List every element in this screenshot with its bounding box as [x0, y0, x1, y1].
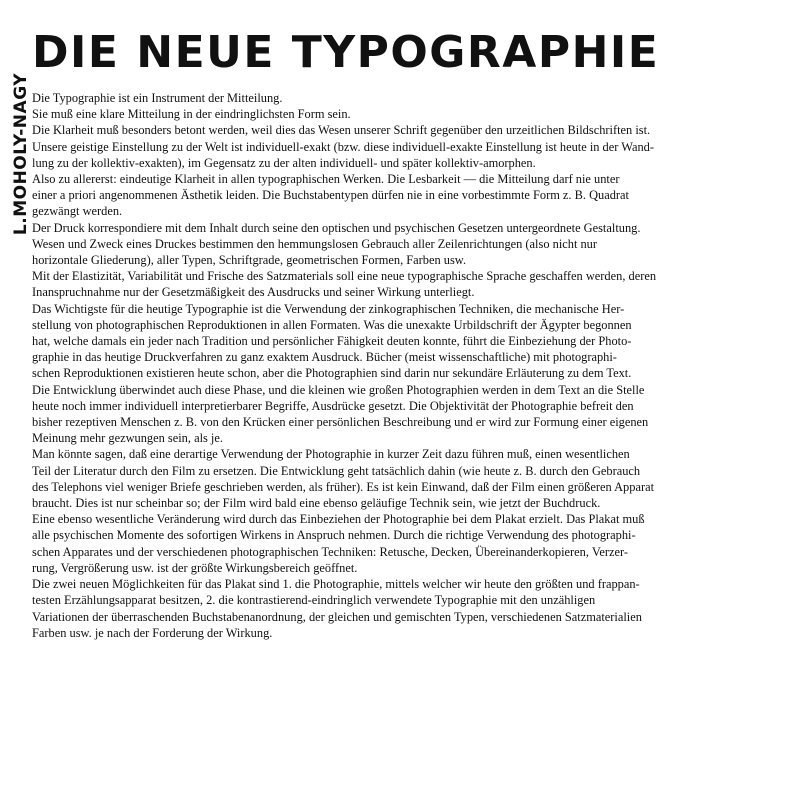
- text-line: Variationen der überraschenden Buchstabenanordnung, der gleichen und gemischten Typen, verschiedenen Satzmaterialien: [32, 609, 642, 624]
- text-line: einer a priori angenommenen Ästhetik leiden. Die Buchstabentypen dürfen nie in eine vorbestimmte Form z. B. Quadrat: [32, 188, 629, 203]
- text-line: Sie muß eine klare Mitteilung in der eindringlichsten Form sein.: [32, 107, 351, 122]
- text-line: horizontale Gliederung), aller Typen, Schriftgrade, geometrischen Formen, Farben usw.: [32, 253, 467, 268]
- text-line: Man könnte sagen, daß eine derartige Verwendung der Photographie in kurzer Zeit dazu führen muß, einen wesentlichen: [32, 447, 630, 462]
- text-line: Mit der Elastizität, Variabilität und Frische des Satzmaterials soll eine neue typographische Sprache geschaffen werden, deren: [32, 269, 657, 284]
- text-line: alle psychischen Momente des sofortigen Wirkens in Anspruch nehmen. Durch die richtige Verwendung des photographi-: [32, 528, 636, 543]
- text-line: Der Druck korrespondiere mit dem Inhalt durch seine den optischen und psychischen Gesetzen untergeordnete Gestaltung.: [32, 220, 641, 235]
- text-line: heute noch immer individuell interpretierbarer Begriffe, Ausdrücke gesetzt. Die Objektivität der Photographie befreit den: [32, 398, 634, 413]
- text-line: Teil der Literatur durch den Film zu ersetzen. Die Entwicklung geht tatsächlich dahin (wie heute z. B. durch den Gebrauch: [32, 463, 641, 478]
- text-line: stellung von photographischen Reproduktionen in allen Formaten. Was die unexakte Urbildschrift der Ägypter begonnen: [32, 317, 632, 332]
- text-line: Also zu allererst: eindeutige Klarheit in allen typographischen Werken. Die Lesbarkeit — die Mitteilung darf nie unter: [32, 172, 620, 187]
- text-line: braucht. Dies ist nur scheinbar so; der Film wird bald eine ebenso geläufige Technik sein, wie jetzt der Buchdruck.: [32, 496, 601, 511]
- text-line: Eine ebenso wesentliche Veränderung wird durch das Einbeziehen der Photographie bei dem Plakat erzielt. Das Plakat muß: [32, 512, 645, 527]
- text-line: Die Klarheit muß besonders betont werden, weil dies das Wesen unserer Schrift gegenüber den urzeitlichen Bildschriften ist.: [32, 123, 651, 138]
- text-line: Das Wichtigste für die heutige Typographie ist die Verwendung der zinkographischen Techniken, die mechanische Her-: [32, 301, 625, 316]
- text-line: Farben usw. je nach der Forderung der Wirkung.: [32, 625, 273, 640]
- text-line: schen Reproduktionen existieren heute schon, aber die Photographien sind darin nur sekundäre Erläuterung zu dem Text.: [32, 366, 632, 381]
- text-line: graphie in das heutige Druckverfahren zu ganz exaktem Ausdruck. Bücher (meist wissenschaftliche) mit photographi-: [32, 350, 617, 365]
- author-name: L.MOHOLY-NAGY: [11, 72, 32, 236]
- text-line: testen Erzählungsapparat besitzen, 2. die kontrastierend-eindringlich verwendete Typographie mit den unzähligen: [32, 593, 596, 608]
- page-title: DIE NEUE TYPOGRAPHIE: [32, 27, 660, 78]
- text-line: Unsere geistige Einstellung zu der Welt ist individuell-exakt (bzw. diese individuell-exakte Einstellung ist heute in der Wand-: [32, 139, 654, 154]
- text-line: bisher rezeptiven Menschen z. B. von den Krücken einer persönlichen Beschreibung und er wird zur Formung einer eigenen: [32, 415, 649, 430]
- text-line: rung, Vergrößerung usw. ist der größte Wirkungsbereich geöffnet.: [32, 560, 358, 575]
- author-vertical-label: [10, 48, 32, 260]
- text-line: Wesen und Zweck eines Druckes bestimmen den hemmungslosen Gebrauch aller Zeilenrichtungen (also nicht nur: [32, 236, 598, 251]
- text-line: hat, welche damals ein jeder nach Tradition und persönlicher Fähigkeit deuten konnte, führt die Einbeziehung der Photo-: [32, 334, 632, 349]
- manifesto-text: [32, 90, 780, 641]
- text-line: lung zu der kollektiv-exakten), im Gegensatz zu der alten individuell- und später kollektiv-amorphen.: [32, 155, 536, 170]
- text-line: gezwängt werden.: [32, 204, 123, 219]
- text-line: Die Entwicklung überwindet auch diese Phase, und die kleinen wie großen Photographien werden in dem Text an die Stelle: [32, 382, 645, 397]
- text-line: Die Typographie ist ein Instrument der Mitteilung.: [32, 91, 283, 105]
- text-line: des Telephons viel weniger Briefe geschrieben werden, als früher). Es ist kein Einwand, daß der Film einen größeren Apparat: [32, 479, 655, 494]
- text-line: Die zwei neuen Möglichkeiten für das Plakat sind 1. die Photographie, mittels welcher wir heute den größten und frappan-: [32, 577, 640, 592]
- text-line: Inanspruchnahme nur der Gesetzmäßigkeit des Ausdrucks und seiner Wirkung unterliegt.: [32, 285, 475, 300]
- text-line: schen Apparates und der verschiedenen photographischen Techniken: Retusche, Decken, Übereinanderkopieren, Verzer-: [32, 544, 629, 559]
- text-line: Meinung mehr gezwungen sein, als je.: [32, 431, 223, 446]
